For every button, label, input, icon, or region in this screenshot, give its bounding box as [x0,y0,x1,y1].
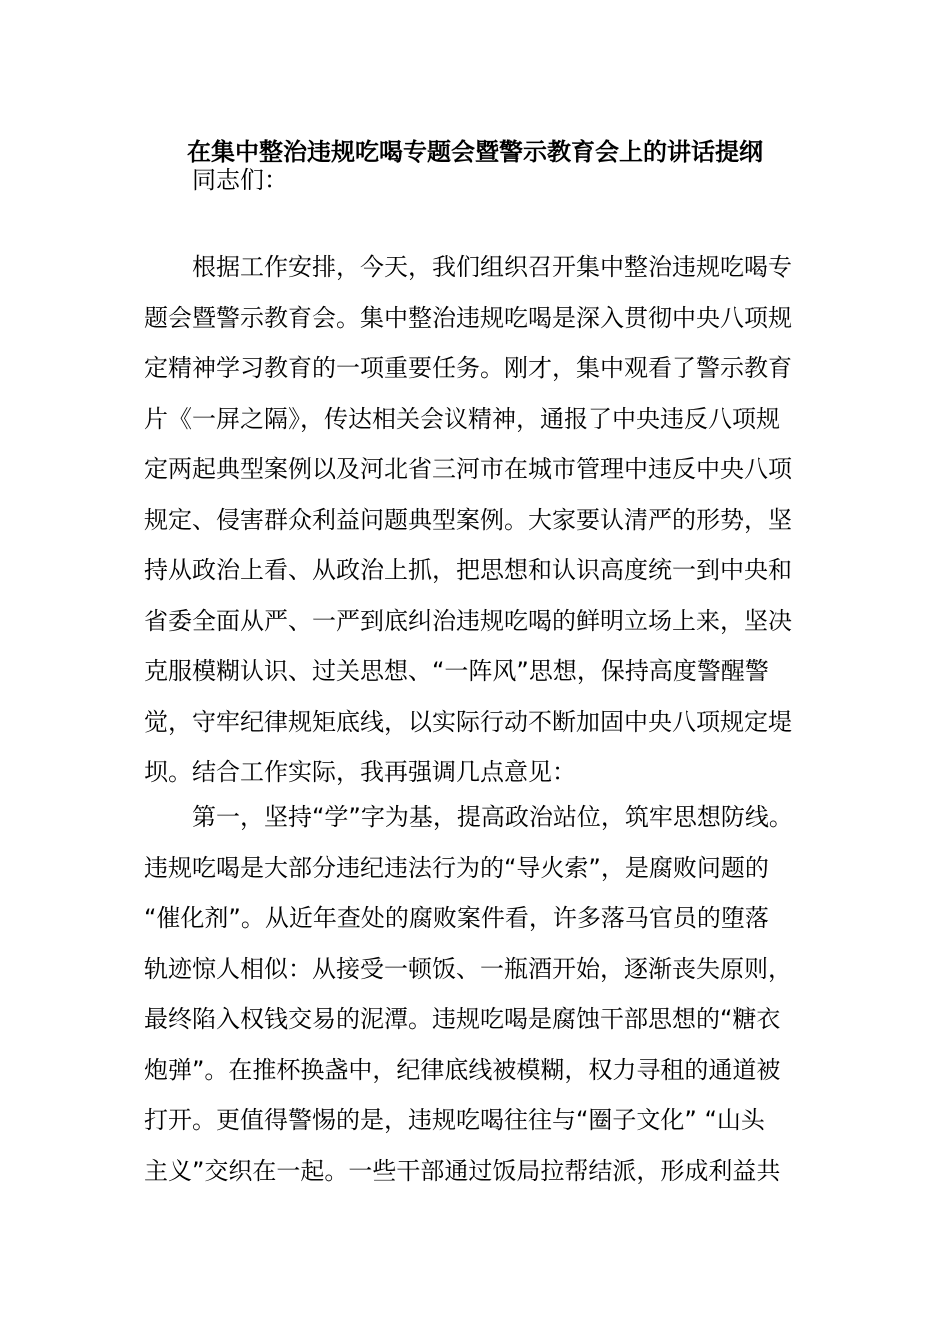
paragraph-line: 定两起典型案例以及河北省三河市在城市管理中违反中央八项 [144,455,792,483]
paragraph-line: 省委全面从严、一严到底纠治违规吃喝的鲜明立场上来，坚决 [144,606,792,635]
paragraph-line: “催化剂”。从近年查处的腐败案件看，许多落马官员的堕落 [144,904,769,932]
paragraph-line: 打开。更值得警惕的是，违规吃喝往往与“圈子文化” “山头 [144,1106,765,1134]
paragraph-line: 炮弹”。在推杯换盏中，纪律底线被模糊，权力寻租的通道被 [144,1055,781,1084]
paragraph-line: 克服模糊认识、过关思想、“一阵风”思想，保持高度警醒警 [144,657,769,685]
document-title: 在集中整治违规吃喝专题会暨警示教育会上的讲话提纲 [187,138,763,166]
paragraph-line: 第一，坚持“学”字为基，提高政治站位，筑牢思想防线。 [192,803,793,831]
paragraph-line: 主义”交织在一起。一些干部通过饭局拉帮结派，形成利益共 [144,1156,781,1185]
paragraph-line: 最终陷入权钱交易的泥潭。违规吃喝是腐蚀干部思想的“糖衣 [144,1005,781,1033]
paragraph-line: 片《一屏之隔》，传达相关会议精神，通报了中央违反八项规 [144,404,780,433]
paragraph-line: 根据工作安排，今天，我们组织召开集中整治违规吃喝专 [192,253,792,281]
paragraph-line: 持从政治上看、从政治上抓，把思想和认识高度统一到中央和 [144,556,792,584]
paragraph-line: 觉，守牢纪律规矩底线，以实际行动不断加固中央八项规定堤 [144,707,792,736]
paragraph-line: 坝。结合工作实际，我再强调几点意见： [144,758,576,786]
paragraph-1 [144,242,794,798]
paragraph-line: 违规吃喝是大部分违纪违法行为的“导火索”，是腐败问题的 [144,853,769,882]
paragraph-line: 定精神学习教育的一项重要任务。刚才，集中观看了警示教育 [144,354,792,382]
greeting: 同志们： [192,166,288,194]
paragraph-2 [144,792,794,1196]
paragraph-line: 轨迹惊人相似：从接受一顿饭、一瓶酒开始，逐渐丧失原则， [144,954,792,983]
paragraph-line: 规定、侵害群众利益问题典型案例。大家要认清严的形势，坚 [144,505,792,534]
paragraph-line: 题会暨警示教育会。集中整治违规吃喝是深入贯彻中央八项规 [144,303,792,332]
